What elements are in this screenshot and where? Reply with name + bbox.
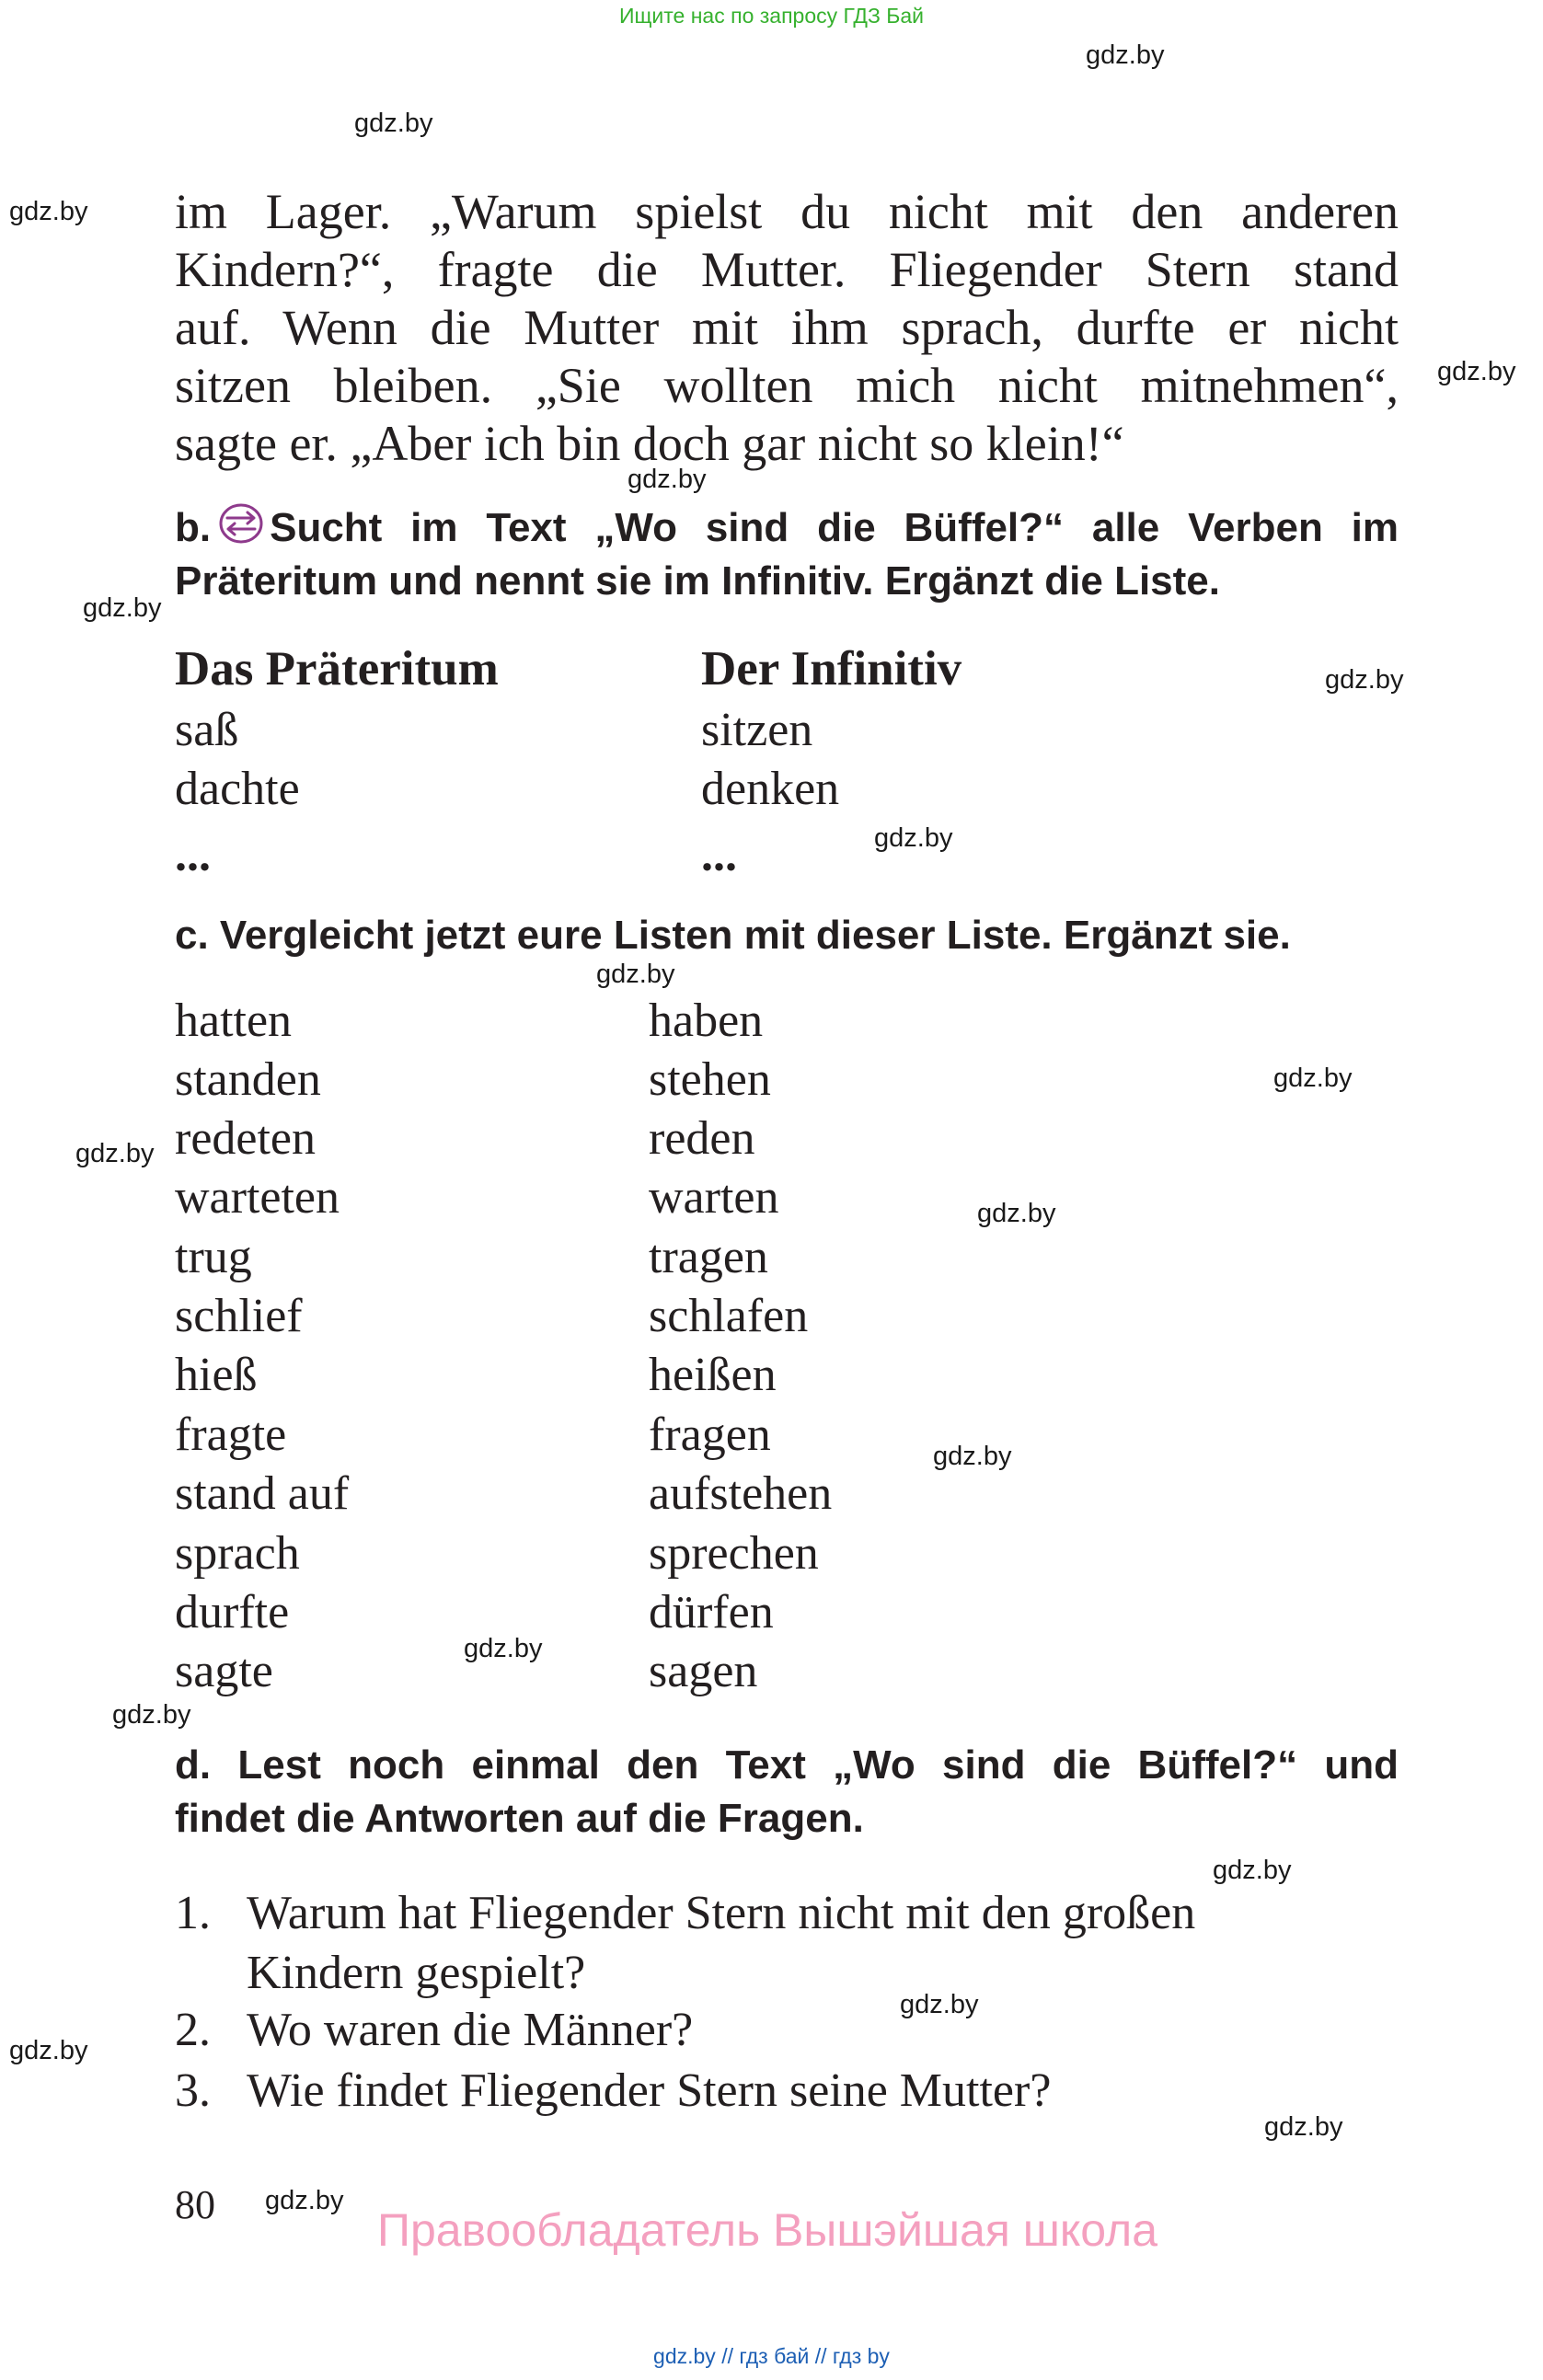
watermark: gdz.by	[977, 1199, 1056, 1228]
story-line: Kindern?“, fragte die Mutter. Fliegender Stern stand	[175, 242, 1399, 297]
task-d-text: d. Lest noch einmal den Text „Wo sind die Büffel?“ und	[175, 1742, 1399, 1788]
task-letter: b.	[175, 505, 212, 550]
task-b-text: Sucht im Text „Wo sind die Büffel?“ alle Verben im	[270, 505, 1399, 550]
task-c	[175, 909, 1399, 962]
table-cell: ...	[175, 829, 211, 881]
task-d-text: findet die Antworten auf die Fragen.	[175, 1796, 864, 1841]
table-cell: sitzen	[701, 704, 813, 756]
column-header-infinitiv: Der Infinitiv	[701, 642, 962, 696]
watermark: gdz.by	[112, 1700, 191, 1730]
watermark: gdz.by	[9, 197, 88, 226]
watermark: gdz.by	[1273, 1064, 1353, 1093]
pair-work-icon	[218, 502, 264, 545]
watermark: gdz.by	[354, 109, 433, 138]
top-banner: Ищите нас по запросу ГДЗ Бай	[618, 4, 925, 28]
verb-right: schlafen	[649, 1290, 809, 1342]
table-cell: ...	[701, 829, 737, 881]
verb-right: sagen	[649, 1645, 758, 1697]
question-number: 2.	[175, 2004, 211, 2056]
watermark: gdz.by	[1325, 665, 1404, 695]
verb-left: trug	[175, 1231, 252, 1283]
verb-right: haben	[649, 995, 764, 1047]
question-text: Warum hat Fliegender Stern nicht mit den großen	[247, 1887, 1196, 1939]
verb-left: schlief	[175, 1290, 303, 1342]
verb-right: reden	[649, 1112, 755, 1165]
verb-right: fragen	[649, 1408, 771, 1461]
column-header-praeteritum: Das Präteritum	[175, 642, 499, 696]
verb-left: warteten	[175, 1171, 340, 1224]
watermark: gdz.by	[596, 960, 675, 989]
watermark: gdz.by	[900, 1990, 979, 2019]
verb-left: redeten	[175, 1112, 317, 1165]
story-paragraph	[175, 183, 1399, 473]
verb-left: standen	[175, 1053, 321, 1106]
watermark: gdz.by	[628, 465, 707, 494]
verb-right: stehen	[649, 1053, 771, 1106]
watermark: gdz.by	[933, 1442, 1012, 1471]
verb-right: tragen	[649, 1231, 768, 1283]
watermark: gdz.by	[9, 2036, 88, 2065]
table-cell: saß	[175, 704, 239, 756]
watermark: gdz.by	[874, 823, 953, 853]
task-c-text: c. Vergleicht jetzt eure Listen mit dieser Liste. Ergänzt sie.	[175, 913, 1291, 958]
footer-links: gdz.by // гдз бай // гдз by	[653, 2344, 890, 2368]
copyright-owner: Правообладатель Вышэйшая школа	[377, 2204, 1157, 2256]
story-line: im Lager. „Warum spielst du nicht mit den anderen	[175, 184, 1399, 239]
watermark: gdz.by	[75, 1139, 155, 1168]
verb-left: hieß	[175, 1349, 258, 1401]
verb-right: aufstehen	[649, 1467, 833, 1520]
verb-left: sagte	[175, 1645, 273, 1697]
verb-left: sprach	[175, 1527, 300, 1580]
watermark: gdz.by	[1437, 357, 1516, 386]
task-b-text: Präteritum und nennt sie im Infinitiv. Ergänzt die Liste.	[175, 558, 1220, 604]
verb-right: sprechen	[649, 1527, 819, 1580]
verb-right: heißen	[649, 1349, 777, 1401]
page-number: 80	[175, 2182, 215, 2227]
verb-right: warten	[649, 1171, 779, 1224]
story-line: sitzen bleiben. „Sie wollten mich nicht mitnehmen“,	[175, 358, 1399, 413]
table-cell: dachte	[175, 763, 300, 815]
question-text: Kindern gespielt?	[247, 1947, 586, 1999]
task-b	[175, 501, 1399, 608]
watermark: gdz.by	[1264, 2112, 1343, 2142]
verb-left: fragte	[175, 1408, 287, 1461]
story-line: sagte er. „Aber ich bin doch gar nicht so klein!“	[175, 416, 1124, 471]
verb-right: dürfen	[649, 1586, 774, 1638]
table-cell: denken	[701, 763, 840, 815]
verb-left: stand auf	[175, 1467, 350, 1520]
watermark: gdz.by	[265, 2186, 344, 2215]
task-d	[175, 1739, 1399, 1845]
question-text: Wo waren die Männer?	[247, 2004, 694, 2056]
question-number: 1.	[175, 1887, 211, 1939]
verb-left: hatten	[175, 995, 293, 1047]
story-line: auf. Wenn die Mutter mit ihm sprach, durfte er nicht	[175, 300, 1399, 355]
watermark: gdz.by	[464, 1634, 543, 1663]
watermark: gdz.by	[83, 593, 162, 623]
watermark: gdz.by	[1086, 40, 1165, 70]
verb-left: durfte	[175, 1586, 290, 1638]
question-number: 3.	[175, 2064, 211, 2117]
question-text: Wie findet Fliegender Stern seine Mutter?	[247, 2064, 1052, 2117]
watermark: gdz.by	[1213, 1856, 1292, 1885]
